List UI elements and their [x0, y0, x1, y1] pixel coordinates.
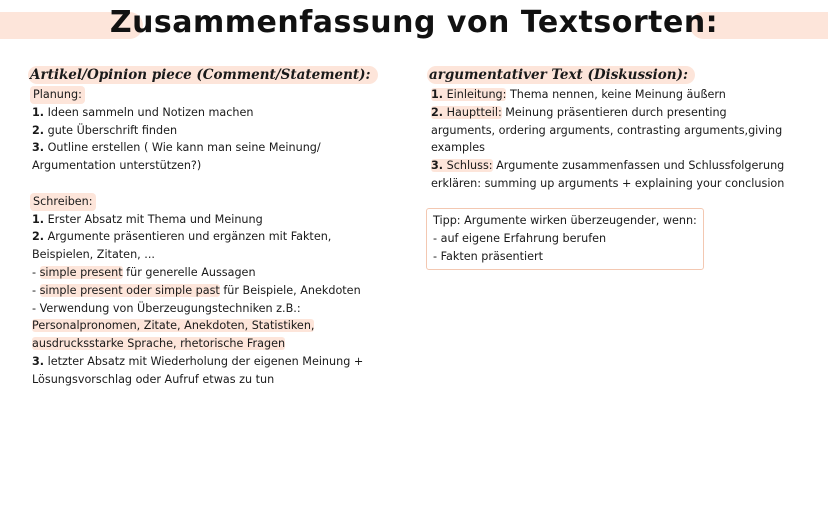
bullet-simple-present: - simple present für generelle Aussagen: [32, 265, 256, 279]
schreiben-item: 3. letzter Absatz mit Wiederholung der eigenen Meinung +: [32, 354, 364, 368]
techniques-line: Personalpronomen, Zitate, Anekdoten, Statistiken,: [32, 319, 315, 333]
hauptteil-line: 2. Hauptteil: Meinung präsentieren durch presenting: [431, 105, 727, 119]
tip-title: Tipp: Argumente wirken überzeugender, wenn:: [433, 214, 697, 227]
einleitung-line: 1. Einleitung: Thema nennen, keine Meinung äußern: [431, 88, 726, 101]
schreiben-item: 2. Argumente präsentieren und ergänzen mit Fakten,: [32, 230, 332, 244]
schreiben-item: 1. Erster Absatz mit Thema und Meinung: [32, 212, 263, 226]
planung-item: 2. gute Überschrift finden: [32, 123, 178, 137]
planung-item: 1. Ideen sammeln und Notizen machen: [32, 105, 254, 119]
page-title: Zusammenfassung von Textsorten:: [109, 5, 719, 40]
planung-label: Planung:: [30, 86, 85, 104]
techniques-line: ausdrucksstarke Sprache, rhetorische Fragen: [32, 337, 286, 351]
right-heading: argumentativer Text (Diskussion):: [427, 66, 695, 84]
schreiben-label-line: [32, 193, 422, 211]
hauptteil-cont: examples: [431, 141, 485, 155]
tip-item: - Fakten präsentiert: [433, 249, 543, 263]
hauptteil-cont: arguments, ordering arguments, contrasting arguments,giving: [431, 123, 783, 137]
planung-label-line: [32, 86, 422, 104]
schluss-line: 3. Schluss: Argumente zusammenfassen und Schlussfolgerung: [431, 159, 785, 173]
schreiben-item-cont: Lösungsvorschlag oder Aufruf etwas zu tun: [32, 372, 275, 386]
tip-box: [426, 208, 704, 270]
spacer: [32, 175, 422, 193]
bullet-techniques: - Verwendung von Überzeugungstechniken z.B.:: [32, 301, 301, 315]
planung-item-cont: Argumentation unterstützen?): [32, 159, 202, 173]
planung-item: 3. Outline erstellen ( Wie kann man seine Meinung/: [32, 141, 321, 155]
left-column: [32, 64, 422, 389]
tip-item: - auf eigene Erfahrung berufen: [433, 231, 607, 245]
schreiben-label: Schreiben:: [30, 193, 96, 211]
schreiben-item-cont: Beispielen, Zitaten, ...: [32, 248, 155, 262]
left-heading: Artikel/Opinion piece (Comment/Statement):: [28, 66, 378, 84]
right-column: [431, 64, 811, 193]
schluss-cont: erklären: summing up arguments + explaining your conclusion: [431, 176, 785, 190]
bullet-simple-past: - simple present oder simple past für Beispiele, Anekdoten: [32, 283, 361, 297]
